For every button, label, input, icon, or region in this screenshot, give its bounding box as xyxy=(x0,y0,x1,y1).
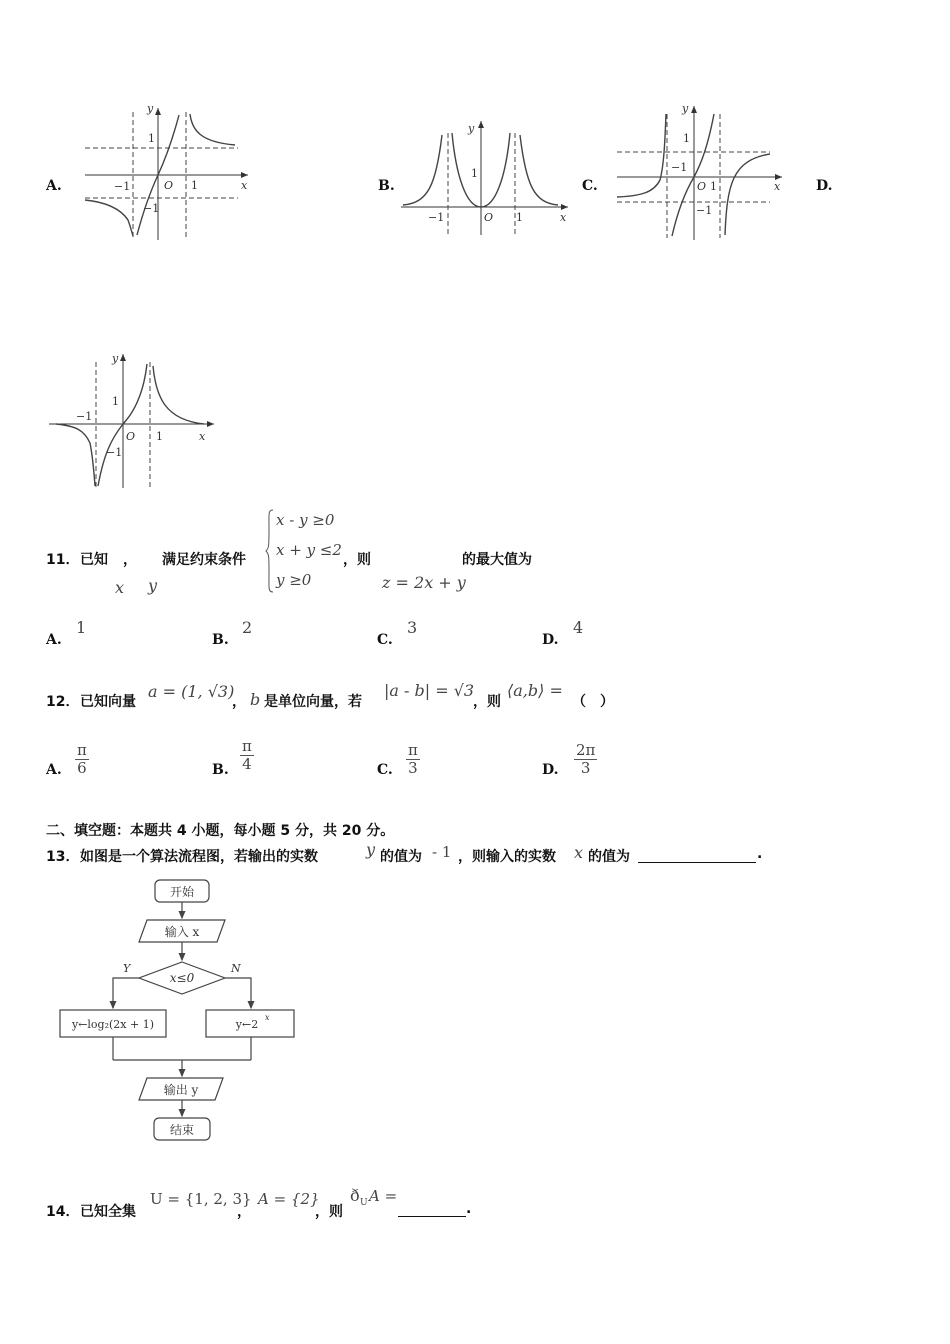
q11-option-b-label[interactable]: B. xyxy=(212,632,229,648)
svg-text:x: x xyxy=(774,180,781,193)
q14-set-a: A = {2} xyxy=(258,1190,320,1208)
q13-var-y: y xyxy=(366,840,376,859)
q11-option-d-label[interactable]: D. xyxy=(542,632,559,648)
q12-option-b-fraction xyxy=(240,738,254,772)
svg-text:−1: −1 xyxy=(696,204,713,217)
q11-comma: ， xyxy=(123,552,137,568)
q11-text-d: 的最大值为 xyxy=(462,552,532,568)
q12-option-d-num: 2π xyxy=(576,741,596,759)
q12-option-a-label[interactable]: A. xyxy=(46,762,62,778)
q13-flowchart xyxy=(55,874,305,1149)
q12-text-a: 已知向量 xyxy=(80,694,136,710)
q11-text-c: ，则 xyxy=(343,552,371,568)
svg-text:−1: −1 xyxy=(671,161,688,174)
q13-text-d: 的值为 xyxy=(588,849,630,865)
flow-right-box-sup: x xyxy=(265,1013,270,1022)
q12-option-c-num: π xyxy=(408,741,418,759)
q10-graph-d xyxy=(46,348,221,493)
svg-text:O: O xyxy=(484,211,494,224)
svg-text:y: y xyxy=(147,102,154,115)
flow-end-label: 结束 xyxy=(169,1123,195,1137)
svg-text:y: y xyxy=(112,352,119,365)
q12-option-d-label[interactable]: D. xyxy=(542,762,559,778)
q14-text-b: ，则 xyxy=(315,1204,343,1220)
q12-text-d: ，则 xyxy=(473,694,501,710)
q10-option-b-label[interactable]: B. xyxy=(378,178,395,194)
q11-option-b-value: 2 xyxy=(242,618,253,637)
q12-text-b: ， xyxy=(232,694,246,710)
flow-condition-label: x≤0 xyxy=(169,971,195,985)
svg-text:−1: −1 xyxy=(143,202,160,215)
q11-option-c-label[interactable]: C. xyxy=(377,632,393,648)
q11-brace xyxy=(265,508,275,594)
flow-start-label: 开始 xyxy=(169,885,195,899)
svg-text:y: y xyxy=(682,102,689,115)
q13-text-c: ，则输入的实数 xyxy=(458,849,556,865)
q12-paren: （ ） xyxy=(572,694,614,710)
svg-text:O: O xyxy=(126,430,136,443)
flow-right-box-label: y←2 xyxy=(235,1018,259,1031)
q14-complement-sub: U xyxy=(360,1198,368,1208)
q13-text-a: 如图是一个算法流程图，若输出的实数 xyxy=(80,849,318,865)
q12-text-c: 是单位向量，若 xyxy=(264,694,362,710)
q14-number: 14． xyxy=(46,1204,80,1220)
q12-option-c-label[interactable]: C. xyxy=(377,762,393,778)
q12-number: 12． xyxy=(46,694,80,710)
q10-graph-c xyxy=(612,100,787,245)
svg-text:−1: −1 xyxy=(114,180,131,193)
svg-text:1: 1 xyxy=(471,167,478,180)
svg-text:−1: −1 xyxy=(428,211,445,224)
q11-constraint-2: x + y ≤2 xyxy=(276,541,342,559)
svg-text:−1: −1 xyxy=(106,446,123,459)
q12-option-b-label[interactable]: B. xyxy=(212,762,229,778)
svg-text:1: 1 xyxy=(683,132,690,145)
q12-option-b-den: 4 xyxy=(242,754,252,773)
q12-option-d-fraction xyxy=(574,742,597,776)
q11-option-a-label[interactable]: A. xyxy=(46,632,62,648)
q12-option-c-fraction xyxy=(406,742,420,776)
q12-option-a-num: π xyxy=(77,741,87,759)
svg-text:x: x xyxy=(241,179,248,192)
flow-input-label: 输入 x xyxy=(164,925,200,939)
svg-text:1: 1 xyxy=(516,211,523,224)
q14-universe: U = {1, 2, 3} xyxy=(150,1190,252,1208)
q11-objective: z = 2x + y xyxy=(382,573,466,592)
flow-no-label: N xyxy=(231,962,241,975)
q11-option-c-value: 3 xyxy=(407,618,418,637)
svg-text:O: O xyxy=(697,180,707,193)
svg-text:−1: −1 xyxy=(76,410,93,423)
svg-text:x: x xyxy=(199,430,206,443)
svg-text:y: y xyxy=(468,122,475,135)
q11-option-a-value: 1 xyxy=(76,618,87,637)
q12-vec-a: a = (1, √3) xyxy=(148,682,235,701)
svg-text:1: 1 xyxy=(156,430,163,443)
flow-left-box-label: y←log₂(2x + 1) xyxy=(71,1018,155,1031)
q12-angle: ⟨a,b⟩ = xyxy=(507,681,563,700)
svg-text:1: 1 xyxy=(710,180,717,193)
flow-yes-label: Y xyxy=(123,962,131,975)
q12-option-b-num: π xyxy=(242,737,252,755)
q10-graph-a xyxy=(80,100,255,245)
q13-answer-blank[interactable] xyxy=(638,846,756,863)
svg-text:1: 1 xyxy=(191,179,198,192)
q14-comma: ， xyxy=(237,1204,251,1220)
q11-option-d-value: 4 xyxy=(573,618,584,637)
svg-text:O: O xyxy=(164,179,174,192)
q12-option-d-den: 3 xyxy=(580,758,591,777)
q11-var-x: x xyxy=(115,578,125,597)
q14-period: . xyxy=(466,1201,472,1217)
svg-text:1: 1 xyxy=(112,395,119,408)
q12-condition: |a - b| = √3 xyxy=(384,681,475,700)
q12-option-a-den: 6 xyxy=(77,758,87,777)
q10-option-a-label[interactable]: A. xyxy=(46,178,62,194)
q13-var-x: x xyxy=(574,843,584,862)
section-2-title: 二、填空题：本题共 4 小题，每小题 5 分，共 20 分。 xyxy=(46,823,395,839)
q12-option-c-den: 3 xyxy=(408,758,418,777)
svg-text:x: x xyxy=(560,211,567,224)
q10-option-c-label[interactable]: C. xyxy=(582,178,598,194)
q10-graph-b xyxy=(398,115,573,240)
q11-text-a: 已知 xyxy=(80,552,108,568)
q14-complement-icon: ð xyxy=(350,1186,360,1205)
q12-option-a-fraction xyxy=(75,742,89,776)
q11-number: 11． xyxy=(46,552,80,568)
q12-vec-b: b xyxy=(250,690,261,709)
q11-constraint-1: x - y ≥0 xyxy=(276,511,335,529)
q13-value: - 1 xyxy=(432,843,452,861)
q14-text-a: 已知全集 xyxy=(80,1204,136,1220)
q11-var-y: y xyxy=(148,576,158,595)
q11-text-b: 满足约束条件 xyxy=(162,552,246,568)
q10-option-d-label[interactable]: D. xyxy=(816,178,833,194)
q11-constraint-3: y ≥0 xyxy=(276,571,312,589)
q13-period: . xyxy=(757,846,763,862)
q13-number: 13． xyxy=(46,849,80,865)
q14-answer-blank[interactable] xyxy=(398,1200,466,1217)
svg-text:1: 1 xyxy=(148,132,155,145)
flow-output-label: 输出 y xyxy=(163,1083,199,1097)
q13-text-b: 的值为 xyxy=(380,849,422,865)
q14-complement-set: A = xyxy=(369,1187,398,1205)
